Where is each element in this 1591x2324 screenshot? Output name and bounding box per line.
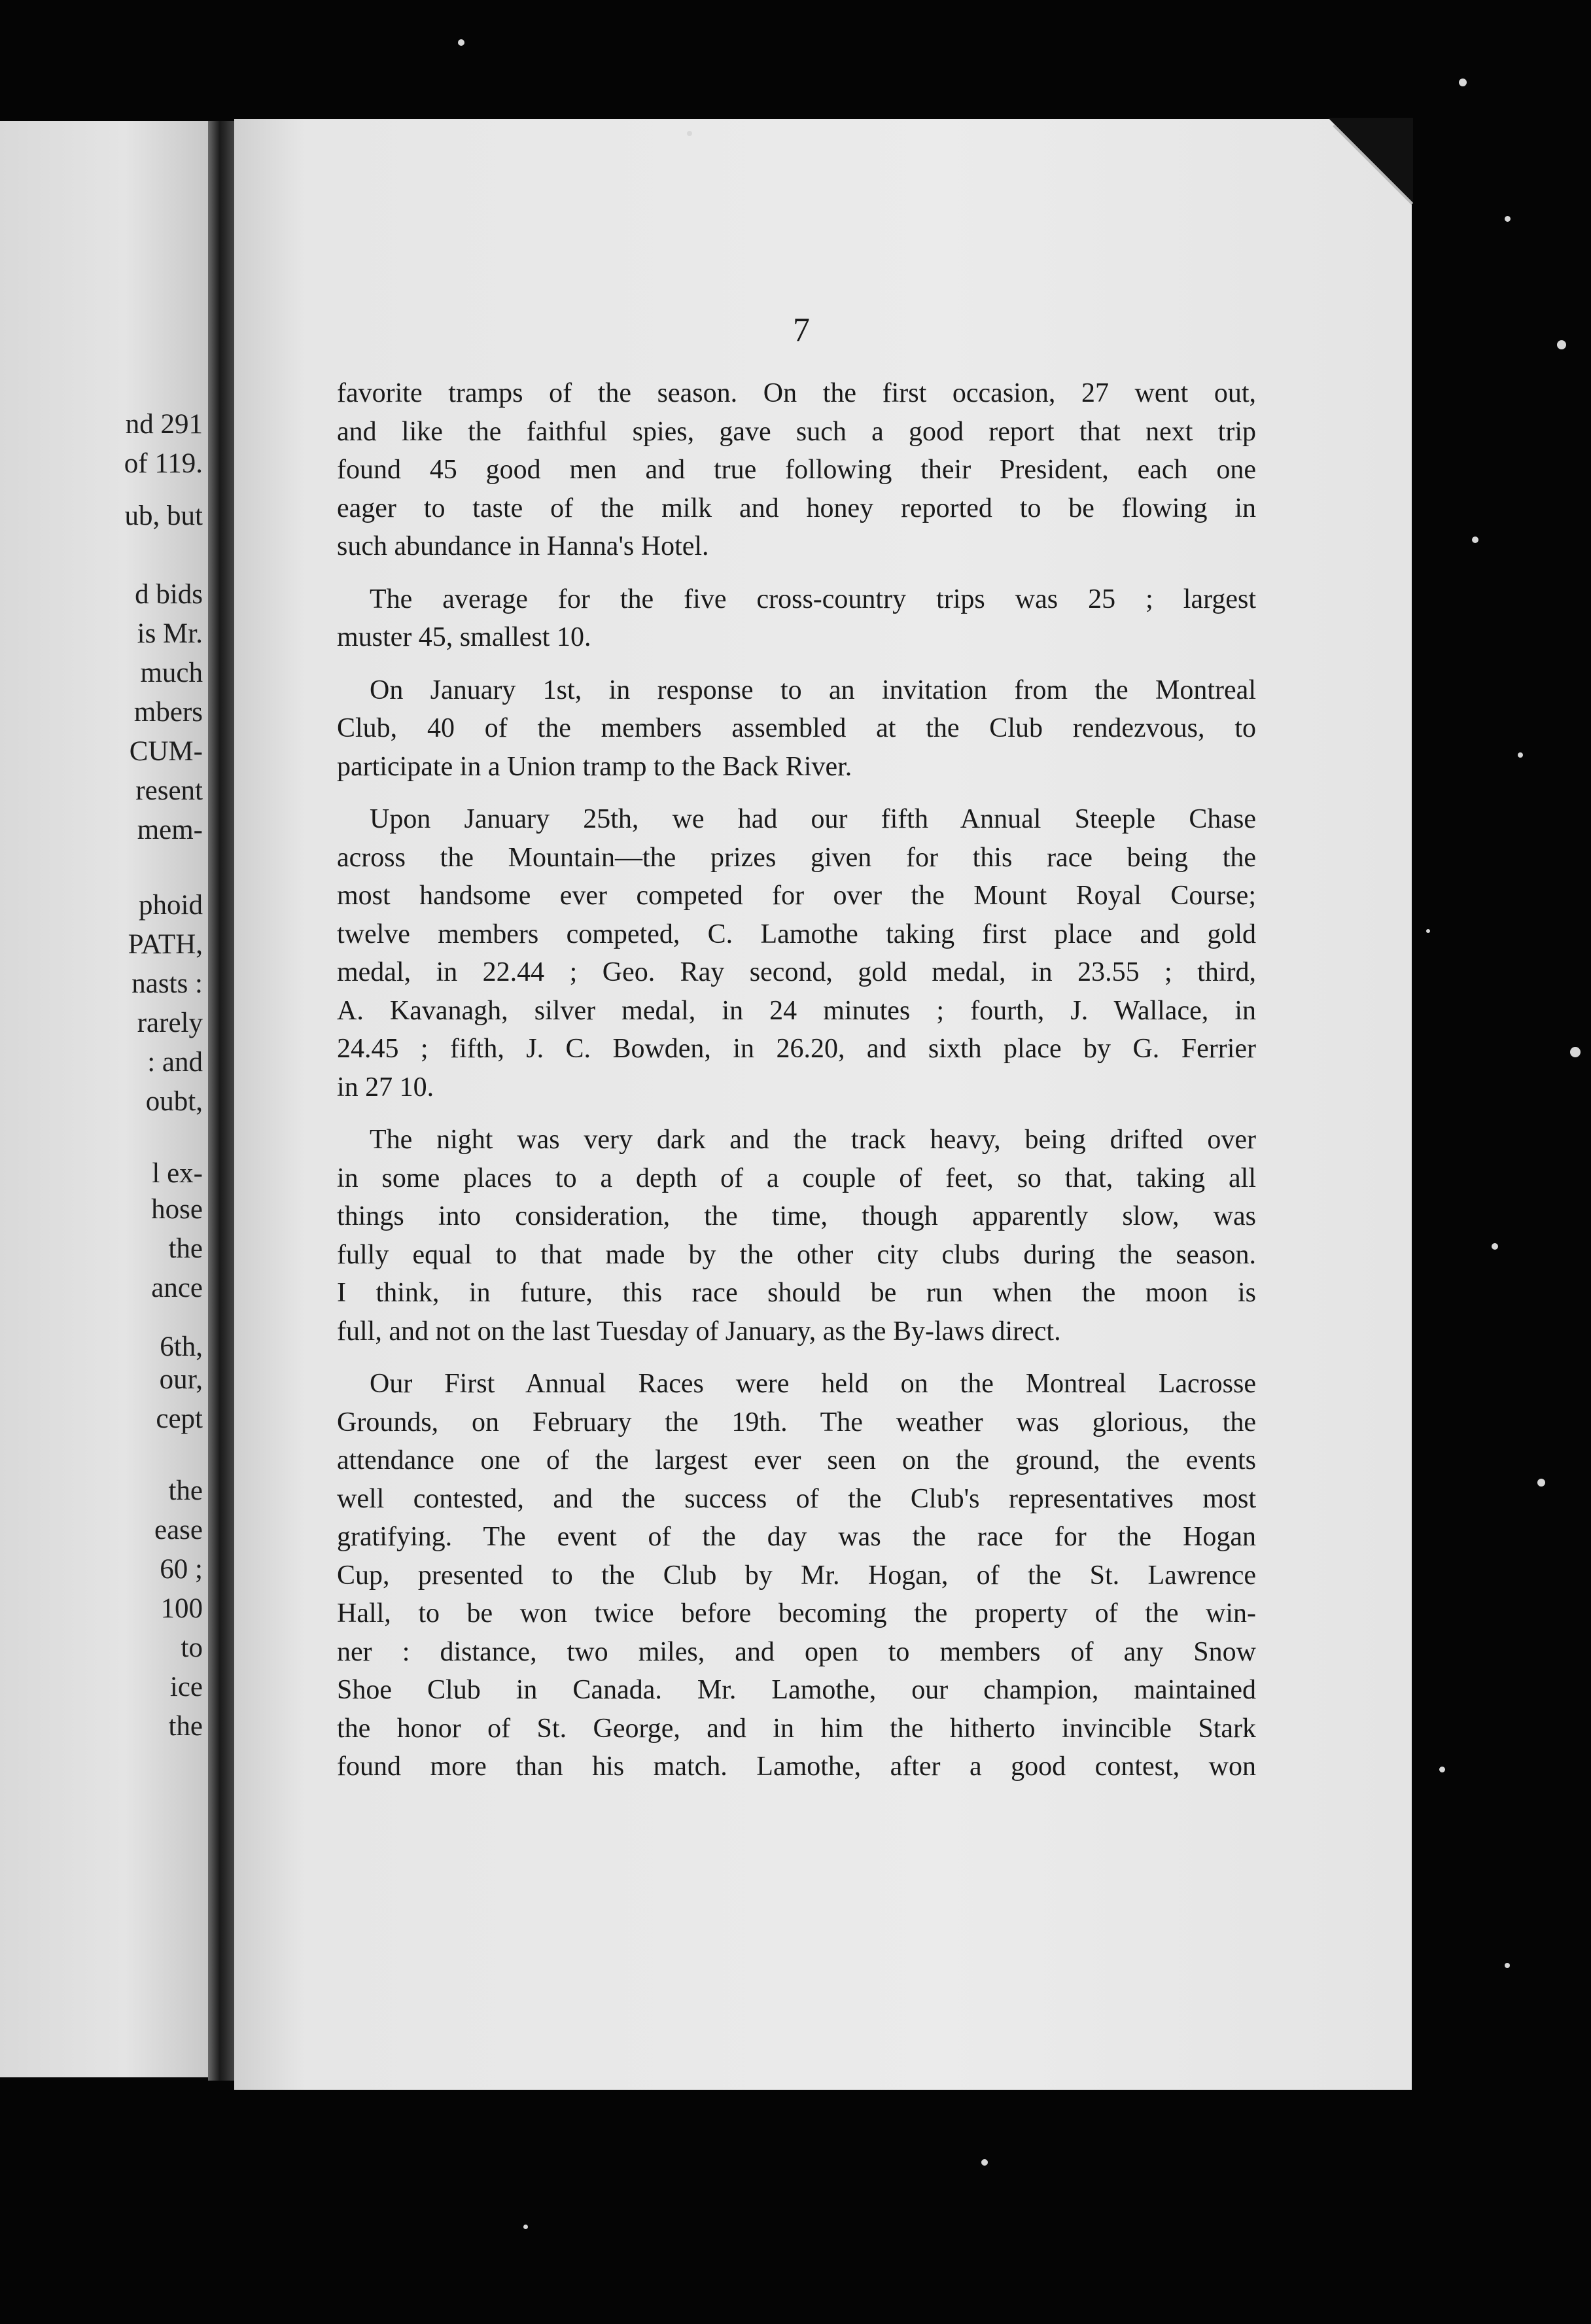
left-page-fragment: the [168, 1233, 203, 1264]
left-page-fragment: is Mr. [137, 618, 203, 649]
text-line: On January 1st, in response to an invitation from the Montreal [370, 675, 1256, 705]
film-speck [1570, 1047, 1581, 1057]
paragraph [337, 1365, 1256, 1786]
left-page-fragment: nasts : [131, 968, 203, 999]
text-line: The night was very dark and the track heavy, being drifted over [370, 1125, 1256, 1155]
left-page-fragment: ease [154, 1515, 203, 1545]
film-speck [981, 2159, 988, 2166]
text-line: Shoe Club in Canada. Mr. Lamothe, our champion, maintained [337, 1675, 1256, 1705]
film-speck [1439, 1767, 1445, 1772]
text-line: twelve members competed, C. Lamothe taking first place and gold [337, 919, 1256, 949]
left-page-fragment: mbers [133, 697, 203, 728]
text-line: across the Mountain—the prizes given for this race being the [337, 842, 1256, 873]
left-page-fragment: mem- [137, 815, 203, 845]
text-line: Our First Annual Races were held on the Montreal Lacrosse [370, 1369, 1256, 1399]
left-page-fragment: rarely [137, 1008, 203, 1038]
film-speck [1505, 216, 1511, 222]
film-speck [1472, 537, 1478, 543]
left-page-fragment: ance [151, 1273, 203, 1303]
left-page-fragment: nd 291 [125, 409, 203, 440]
text-line: most handsome ever competed for over the Mount Royal Course; [337, 881, 1256, 911]
text-line: found more than his match. Lamothe, after a good contest, won [337, 1752, 1256, 1782]
text-line: A. Kavanagh, silver medal, in 24 minutes ; fourth, J. Wallace, in [337, 995, 1256, 1026]
text-line: 24.45 ; fifth, J. C. Bowden, in 26.20, and sixth place by G. Ferrier [337, 1034, 1256, 1064]
left-page-fragment: : and [147, 1047, 203, 1078]
text-line: eager to taste of the milk and honey reported to be flowing in [337, 493, 1256, 523]
left-page-fragment: of 119. [124, 448, 203, 479]
paragraph [337, 580, 1256, 657]
text-line: Hall, to be won twice before becoming the property of the win- [337, 1598, 1256, 1629]
film-speck [458, 39, 464, 46]
left-page-fragment: resent [135, 775, 203, 806]
film-speck [1459, 79, 1467, 86]
paragraph [337, 800, 1256, 1106]
text-line: Grounds, on February the 19th. The weather was glorious, the [337, 1407, 1256, 1437]
text-line: Cup, presented to the Club by Mr. Hogan, of the St. Lawrence [337, 1560, 1256, 1591]
text-line: things into consideration, the time, though apparently slow, was [337, 1201, 1256, 1231]
text-line: Upon January 25th, we had our fifth Annual Steeple Chase [370, 804, 1256, 834]
text-line: found 45 good men and true following their President, each one [337, 455, 1256, 485]
paragraph [337, 671, 1256, 786]
film-speck [1426, 929, 1430, 933]
left-page-fragment: the [168, 1711, 203, 1742]
text-line: in some places to a depth of a couple of feet, so that, taking all [337, 1163, 1256, 1193]
film-speck [1557, 340, 1566, 349]
left-page-fragment: l ex- [152, 1158, 203, 1189]
left-page-fragment: oubt, [145, 1086, 203, 1117]
text-line: the honor of St. George, and in him the hitherto invincible Stark [337, 1713, 1256, 1744]
text-line: and like the faithful spies, gave such a good report that next trip [337, 416, 1256, 447]
left-page-fragment: the [168, 1475, 203, 1506]
left-page [0, 121, 208, 2077]
text-line: participate in a Union tramp to the Back River. [337, 751, 852, 782]
text-line: medal, in 22.44 ; Geo. Ray second, gold medal, in 23.55 ; third, [337, 957, 1256, 987]
text-line: I think, in future, this race should be run when the moon is [337, 1278, 1256, 1308]
page-number: 7 [793, 311, 810, 349]
text-line: Club, 40 of the members assembled at the Club rendezvous, to [337, 713, 1256, 743]
text-line: such abundance in Hanna's Hotel. [337, 531, 709, 561]
left-page-fragment: hose [151, 1194, 203, 1225]
paragraph [337, 374, 1256, 566]
left-page-fragment: CUM- [129, 736, 203, 767]
text-line: The average for the five cross-country trips was 25 ; largest [370, 584, 1256, 614]
left-page-fragment: our, [159, 1364, 203, 1395]
left-page-fragment: PATH, [128, 929, 203, 960]
text-line: favorite tramps of the season. On the first occasion, 27 went out, [337, 378, 1256, 408]
text-line: gratifying. The event of the day was the race for the Hogan [337, 1522, 1256, 1552]
paragraph [337, 1121, 1256, 1350]
film-speck [1537, 1479, 1545, 1487]
left-page-fragment: much [140, 658, 203, 688]
book-spine [208, 121, 234, 2081]
text-line: ner : distance, two miles, and open to members of any Snow [337, 1636, 1256, 1667]
left-page-fragment: 6th, [160, 1331, 203, 1362]
film-speck [1492, 1243, 1498, 1250]
left-page-fragment: to [181, 1632, 203, 1663]
text-line: well contested, and the success of the Club's representatives most [337, 1483, 1256, 1514]
left-page-fragment: phoid [139, 890, 203, 921]
text-line: fully equal to that made by the other city clubs during the season. [337, 1239, 1256, 1270]
text-line: in 27 10. [337, 1072, 434, 1102]
page-text-body [337, 374, 1256, 1801]
left-page-fragment: ub, but [124, 501, 203, 531]
left-page-fragment: d bids [135, 579, 203, 610]
film-speck [1518, 752, 1523, 758]
left-page-fragment: ice [169, 1672, 203, 1702]
film-speck [523, 2225, 528, 2229]
film-speck [1505, 1963, 1510, 1968]
text-line: full, and not on the last Tuesday of January, as the By-laws direct. [337, 1316, 1061, 1347]
text-line: attendance one of the largest ever seen on the ground, the events [337, 1445, 1256, 1475]
left-page-fragment: 60 ; [160, 1554, 203, 1585]
left-page-fragment: 100 [160, 1593, 203, 1624]
film-speck [687, 131, 692, 136]
text-line: muster 45, smallest 10. [337, 622, 591, 652]
left-page-fragment: cept [156, 1403, 203, 1434]
